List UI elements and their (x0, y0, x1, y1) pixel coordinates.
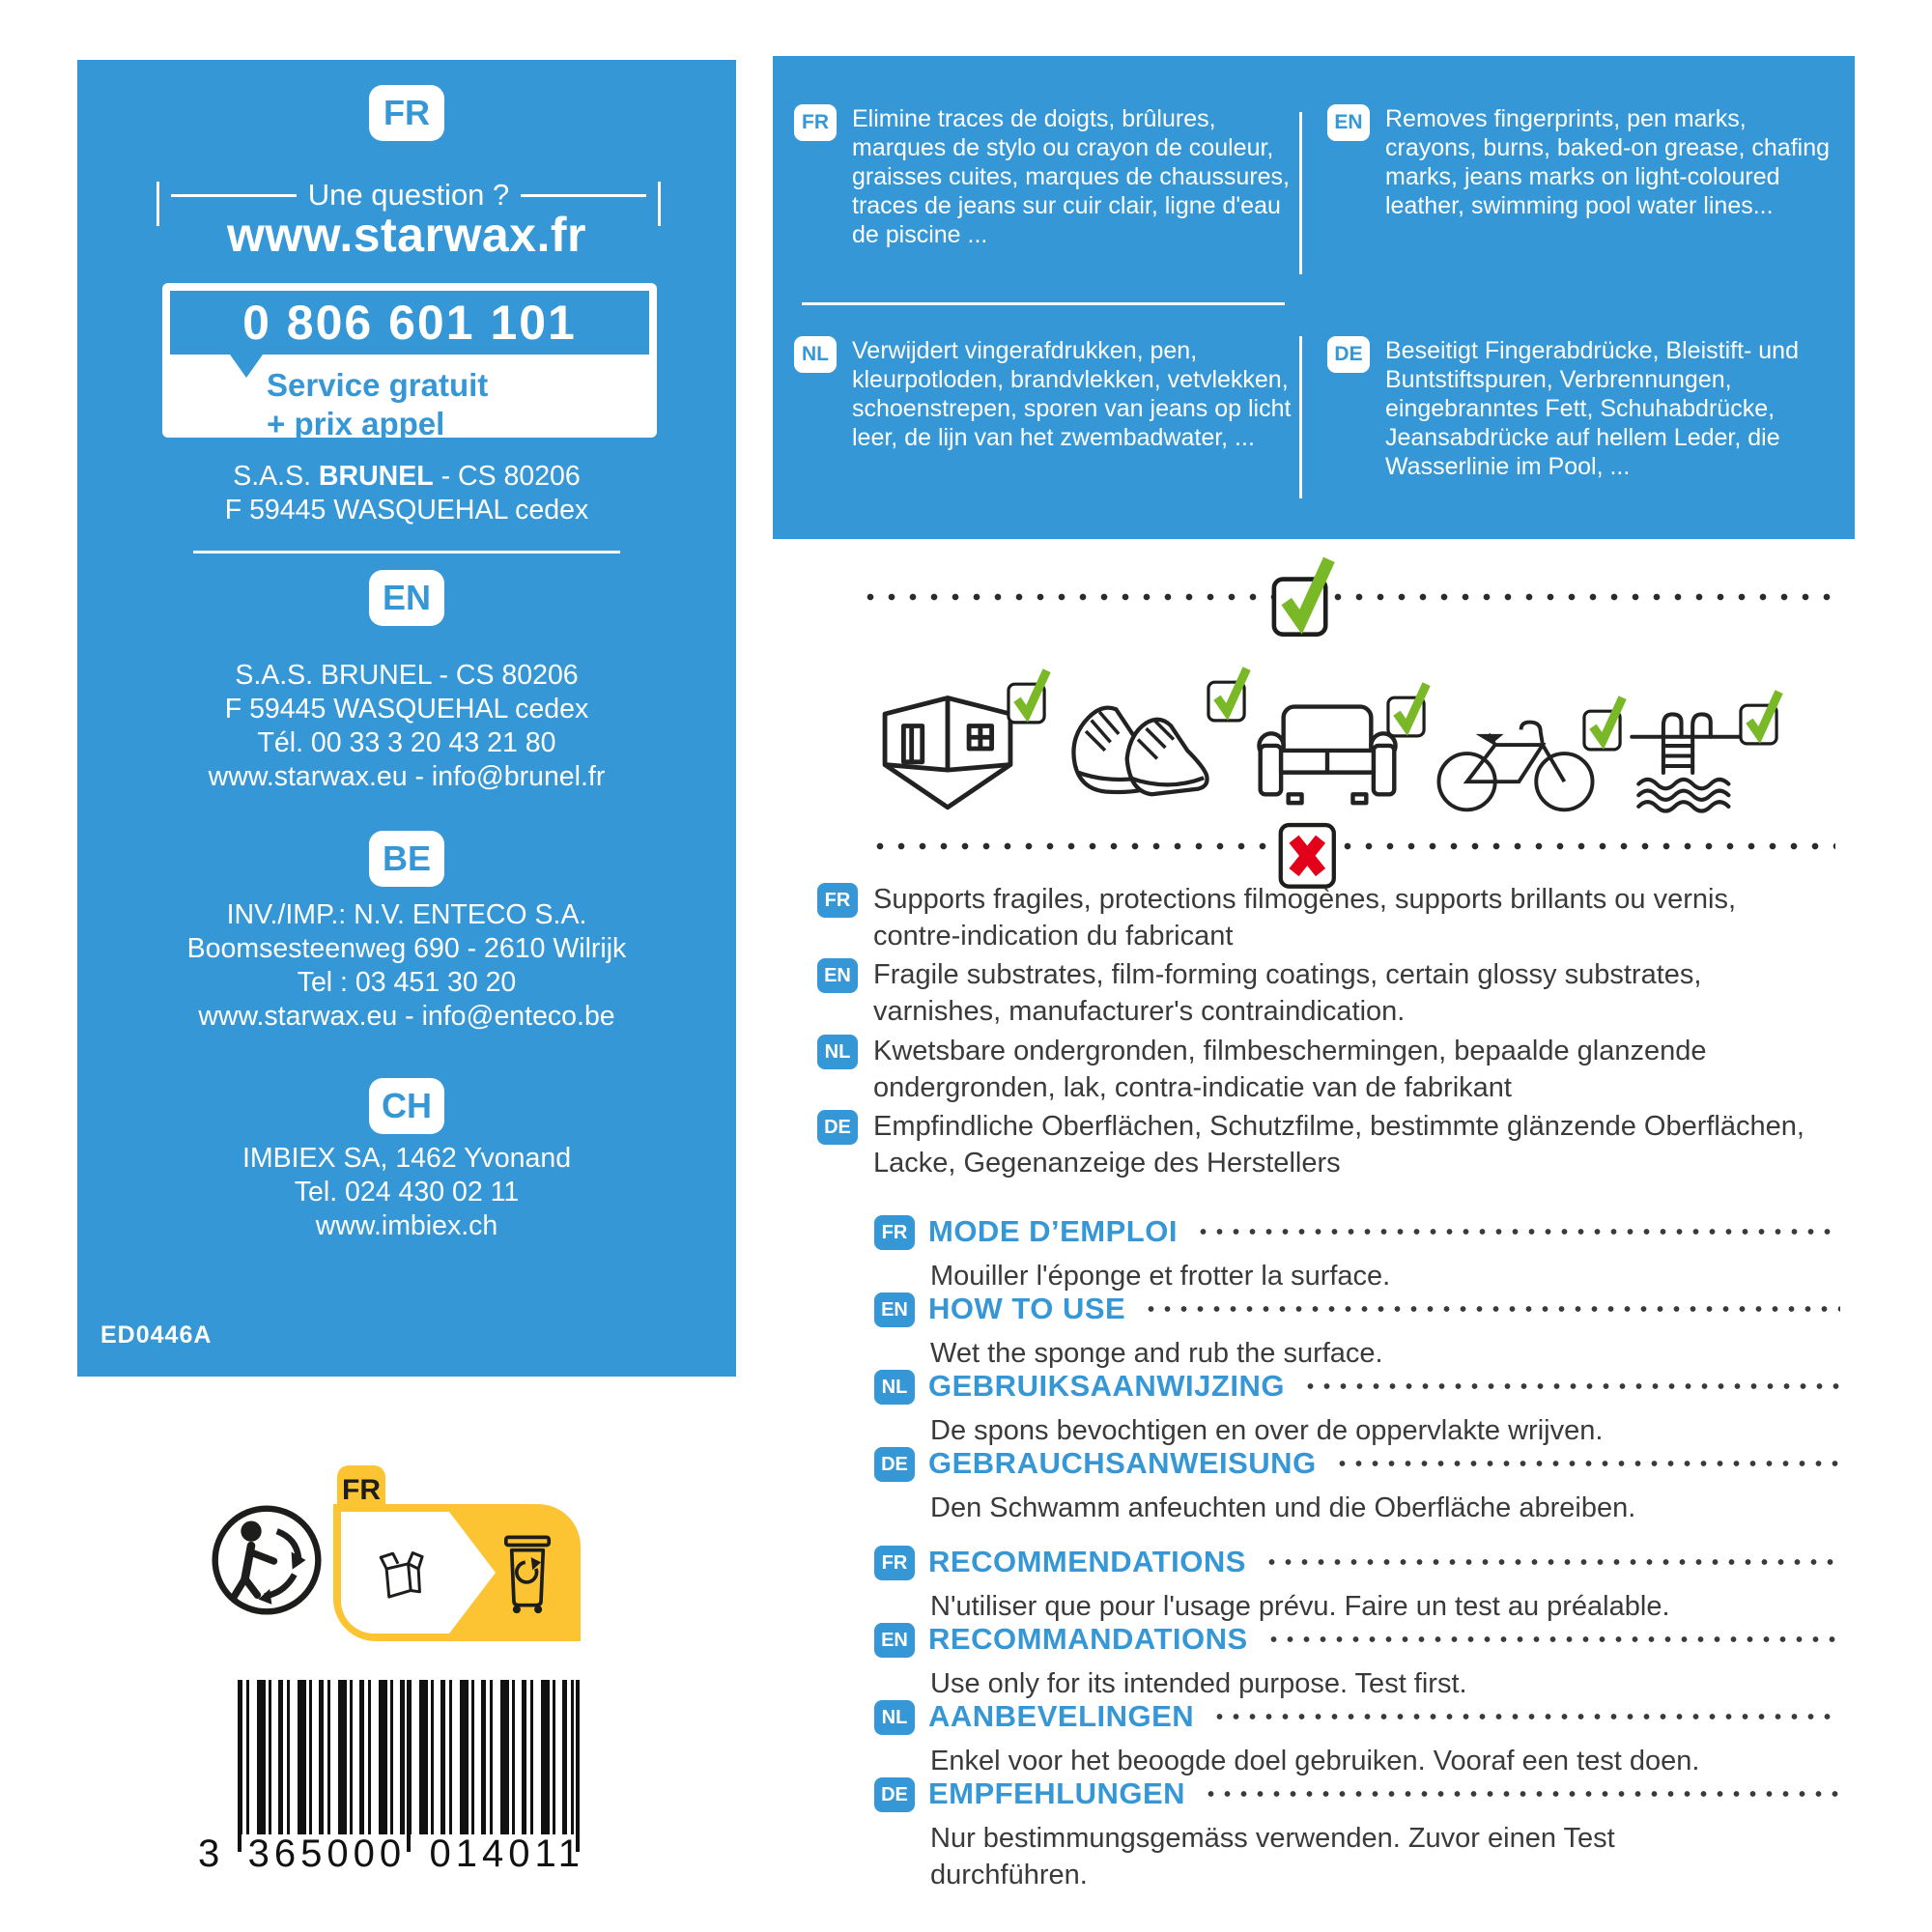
not-suitable-nl (817, 1033, 1855, 1106)
not-suitable-de-text: Empfindliche Oberflächen, Schutzfilme, bestimmte glänzende Oberflächen, Lacke, Gegenanzeige des Herstellers (873, 1111, 1804, 1179)
how-to-heading-row (874, 1368, 1840, 1405)
divider (1299, 112, 1302, 274)
recommendation-text: Enkel voor het beoogde doel gebruiken. Vooraf een test doen. (930, 1746, 1700, 1776)
question-label: Une question ? (307, 178, 510, 212)
reference-code: ED0446A (100, 1321, 213, 1349)
barcode-guard (407, 1680, 411, 1852)
lang-badge-en: EN (874, 1623, 915, 1658)
barcode-guard (238, 1680, 242, 1852)
lang-badge-ch: CH (369, 1078, 444, 1134)
lang-badge-de: DE (874, 1777, 915, 1812)
en-address (77, 659, 736, 794)
dotted-leader (1264, 1559, 1840, 1565)
barcode-guard (576, 1680, 580, 1852)
divider (193, 551, 620, 554)
lang-badge-fr: FR (874, 1215, 915, 1250)
dotted-leader (1203, 1791, 1840, 1797)
lang-badge-en: EN (369, 570, 444, 626)
dotted-leader (1265, 1636, 1840, 1642)
be-address-line: www.starwax.eu - info@enteco.be (198, 1001, 615, 1032)
checkmark-icon (1200, 664, 1262, 725)
lang-badge-de: DE (817, 1110, 858, 1145)
usage-de (1327, 336, 1849, 481)
lang-badge-nl: NL (817, 1035, 858, 1069)
usage-en (1327, 104, 1849, 220)
recommendation-text: N'utiliser que pour l'usage prévu. Faire un test au préalable. (930, 1591, 1670, 1622)
how-to-heading-row (874, 1291, 1840, 1327)
checkmark-icon (1732, 687, 1794, 749)
ch-address-line: Tel. 024 430 02 11 (294, 1177, 520, 1208)
triman-recycling-icon (205, 1492, 328, 1628)
recommendation-heading-row (874, 1544, 1840, 1580)
lang-badge-de: DE (1327, 336, 1370, 373)
pointer-triangle (230, 355, 263, 378)
not-suitable-de (817, 1108, 1855, 1181)
lang-badge-en: EN (874, 1293, 915, 1327)
be-address-line: Tel : 03 451 30 20 (297, 967, 517, 998)
recommendation-entry-de (874, 1776, 1840, 1893)
contact-panel (77, 60, 736, 1377)
sorting-country-label: FR (337, 1465, 385, 1516)
not-suitable-en (817, 956, 1855, 1030)
how-to-heading-row (874, 1213, 1840, 1250)
how-to-heading: HOW TO USE (928, 1292, 1126, 1325)
usage-de-text: Beseitigt Fingerabdrücke, Bleistift- und Buntstiftspuren, Verbrennungen, eingebranntes Fett, Schuhabdrücke, Jeansabdrücke auf hellem Leder, die Wasserlinie im Pool, ... (1385, 337, 1799, 480)
checkmark-icon (1262, 553, 1350, 641)
be-address (77, 898, 736, 1034)
how-to-heading-row (874, 1445, 1840, 1482)
how-to-heading: MODE D’EMPLOI (928, 1214, 1178, 1248)
usage-en-text: Removes fingerprints, pen marks, crayons, burns, baked-on grease, chafing marks, jeans marks on light-coloured leather, swimming pool water lines... (1385, 105, 1830, 219)
dotted-leader (1195, 1229, 1840, 1235)
barcode-digit-left: 3 (198, 1833, 225, 1875)
recommendation-heading: RECOMMANDATIONS (928, 1622, 1248, 1656)
en-address-line: www.starwax.eu - info@brunel.fr (208, 761, 606, 792)
bicycle-icon (1435, 708, 1597, 816)
en-address-line: F 59445 WASQUEHAL cedex (224, 694, 589, 724)
recommendation-heading: RECOMMENDATIONS (928, 1545, 1246, 1578)
recommendation-text: Nur bestimmungsgemäss verwenden. Zuvor einen Test durchführen. (930, 1823, 1615, 1890)
open-box-icon (366, 1541, 430, 1605)
usage-fr (794, 104, 1301, 249)
fr-address (77, 460, 736, 527)
lang-badge-de: DE (874, 1447, 915, 1482)
checkmark-icon (1576, 693, 1637, 754)
suitable-surfaces-row (874, 649, 1753, 821)
suitable-item-sofa (1254, 695, 1401, 821)
lang-badge-fr: FR (874, 1546, 915, 1580)
be-address-line: Boomsesteenweg 690 - 2610 Wilrijk (186, 933, 627, 964)
dotted-leader (1334, 1461, 1840, 1466)
bracket-line (521, 194, 646, 197)
dotted-leader (1302, 1383, 1840, 1389)
ch-address-line: www.imbiex.ch (315, 1210, 498, 1241)
website-url: www.starwax.fr (227, 208, 586, 262)
bracket-line (171, 194, 297, 197)
divider (802, 302, 1285, 305)
phone-info-box (162, 283, 657, 441)
lang-badge-be: BE (369, 831, 444, 887)
lang-badge-nl: NL (794, 336, 837, 373)
usage-nl (794, 336, 1301, 452)
ch-address-line: IMBIEX SA, 1462 Yvonand (242, 1143, 572, 1174)
lang-badge-fr: FR (817, 883, 858, 918)
how-to-text: De spons bevochtigen en over de oppervlakte wrijven. (930, 1415, 1604, 1446)
lang-badge-fr: FR (794, 104, 837, 141)
recommendation-heading-row (874, 1698, 1840, 1735)
en-address-line: S.A.S. BRUNEL - CS 80206 (235, 660, 579, 691)
checkmark-icon (1379, 679, 1441, 741)
how-to-heading: GEBRUIKSAANWIJZING (928, 1369, 1285, 1403)
be-address-line: INV./IMP.: N.V. ENTECO S.A. (226, 899, 587, 930)
not-suitable-fr-text: Supports fragiles, protections filmogènes, supports brillants ou vernis, contre-indication du fabricant (873, 884, 1736, 952)
recommendation-entry-en (874, 1621, 1840, 1702)
how-to-text: Mouiller l'éponge et frotter la surface. (930, 1261, 1391, 1292)
usage-nl-text: Verwijdert vingerafdrukken, pen, kleurpotloden, brandvlekken, vetvlekken, schoenstrepen, sporen van jeans op licht leer, de lijn van het zwembadwater, ... (852, 337, 1292, 451)
how-to-entry-nl (874, 1368, 1840, 1449)
recommendation-entry-nl (874, 1698, 1840, 1779)
recommendation-heading-row (874, 1621, 1840, 1658)
barcode (198, 1680, 584, 1887)
how-to-entry-de (874, 1445, 1840, 1526)
suitable-item-room (874, 681, 1021, 821)
fr-address-line2: F 59445 WASQUEHAL cedex (224, 495, 589, 526)
how-to-heading: GEBRAUCHSANWEISUNG (928, 1446, 1317, 1480)
fr-address-line1: S.A.S. BRUNEL - CS 80206 (233, 461, 581, 492)
not-suitable-fr (817, 881, 1855, 954)
dotted-line-not-suitable (869, 842, 1835, 850)
not-suitable-en-text: Fragile substrates, film-forming coatings, certain glossy substrates, varnishes, manufacturer's contraindication. (873, 959, 1702, 1027)
phone-note-line1: Service gratuit (267, 367, 489, 403)
usage-fr-text: Elimine traces de doigts, brûlures, marques de stylo ou crayon de couleur, graisses cuites, marques de chaussures, traces de jeans sur cuir clair, ligne d'eau de piscine ... (852, 105, 1290, 248)
checkmark-icon (1000, 666, 1062, 727)
barcode-digits-mid: 365000 (247, 1833, 407, 1875)
en-address-line: Tél. 00 33 3 20 43 21 80 (257, 727, 556, 758)
suitable-item-sneakers (1055, 679, 1221, 821)
lang-badge-fr: FR (369, 85, 444, 141)
how-to-text: Wet the sponge and rub the surface. (930, 1338, 1383, 1369)
recommendation-heading: EMPFEHLUNGEN (928, 1776, 1186, 1810)
ch-address (77, 1142, 736, 1243)
usage-description-box (773, 56, 1855, 539)
recycling-bin-icon (492, 1516, 563, 1630)
dotted-leader (1143, 1306, 1840, 1312)
suitable-item-pool (1630, 702, 1753, 821)
recommendation-heading-row (874, 1776, 1840, 1812)
lang-badge-nl: NL (874, 1700, 915, 1735)
barcode-digits-right: 014011 (429, 1833, 584, 1875)
how-to-entry-en (874, 1291, 1840, 1372)
sneakers-icon (1055, 679, 1221, 816)
lang-badge-en: EN (1327, 104, 1370, 141)
lang-badge-nl: NL (874, 1370, 915, 1405)
how-to-text: Den Schwamm anfeuchten und die Oberfläche abreiben. (930, 1492, 1636, 1523)
phone-number: 0 806 601 101 (170, 291, 649, 355)
lang-badge-en: EN (817, 958, 858, 993)
phone-note-line2: + prix appel (267, 406, 445, 441)
not-suitable-nl-text: Kwetsbare ondergronden, filmbeschermingen, bepaalde glanzende ondergronden, lak, contra-indicatie van de fabrikant (873, 1036, 1707, 1103)
dotted-leader (1211, 1714, 1840, 1719)
recommendation-heading: AANBEVELINGEN (928, 1699, 1195, 1733)
phone-note (170, 366, 649, 443)
recommendation-entry-fr (874, 1544, 1840, 1625)
how-to-entry-fr (874, 1213, 1840, 1294)
recommendation-text: Use only for its intended purpose. Test first. (930, 1668, 1467, 1699)
barcode-digits (198, 1833, 584, 1876)
suitable-item-bicycle (1435, 708, 1597, 821)
sorting-instruction-badge (333, 1465, 581, 1641)
